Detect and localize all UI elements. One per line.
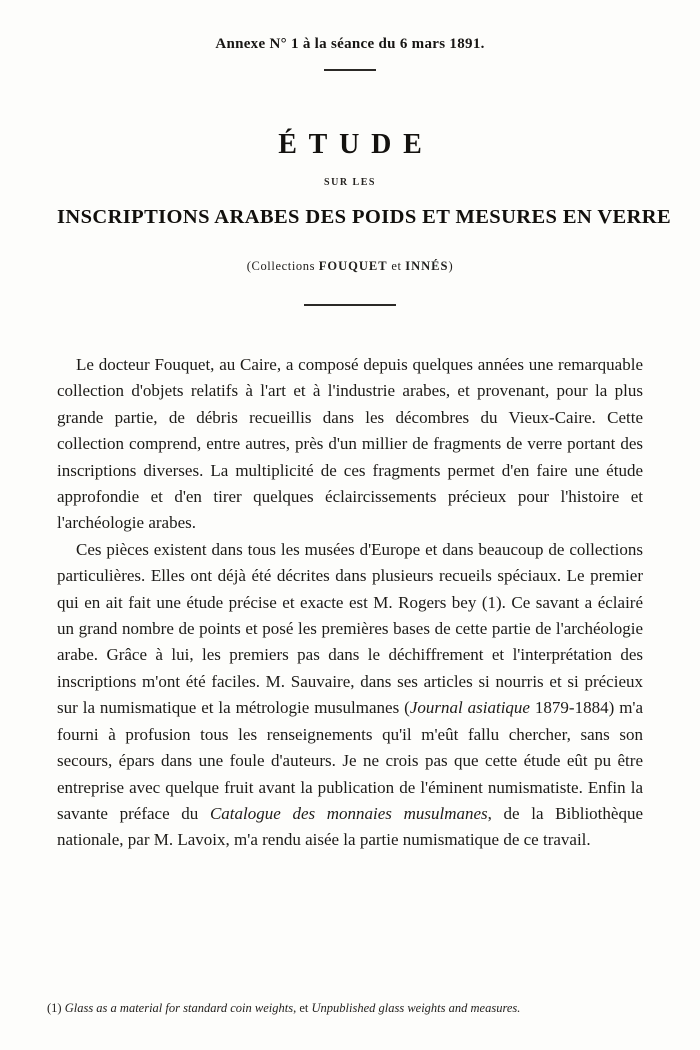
footnote-title-2: Unpublished glass weights and measures. xyxy=(311,1001,521,1015)
collections-prefix: (Collections xyxy=(246,259,319,273)
document-body xyxy=(57,352,643,854)
collections-suffix: ) xyxy=(448,259,454,273)
journal-asiatique-reference: Journal asiatique xyxy=(409,698,530,718)
collections-connector: et xyxy=(387,259,406,273)
subtitle-sur-les: SUR LES xyxy=(324,177,376,188)
footnote-marker: (1) xyxy=(47,1001,65,1015)
footnote xyxy=(47,1000,653,1016)
footnote-title-1: Glass as a material for standard coin weights xyxy=(64,1001,294,1015)
footnote-connector: , et xyxy=(293,1001,312,1015)
paragraph-2-text: , de la Bibliothèque nationale, par M. Lavoix, m'a rendu aisée la partie numismatique de ce travail. xyxy=(57,803,643,850)
paragraph-2-text: Ces pièces existent dans tous les musées d'Europe et dans beaucoup de collections particulières. Elles ont déjà été décrites dans plusieurs recueils spéciaux. Le premier qui en ait fait une étude précise et exacte est M. Rogers bey (1). Ce savant a éclairé un grand nombre de points et posé les premières bases de cette partie de l'archéologie arabe. Grâce à lui, les premiers pas dans le déchiffrement et l'interprétation des inscriptions m'ont été faciles. M. Sauvaire, dans ses articles si nourris et si précieux sur la numismatique et la métrologie musulmanes ( xyxy=(57,539,643,718)
paragraph-2 xyxy=(57,537,643,854)
catalogue-reference: Catalogue des monnaies musulmanes xyxy=(209,803,488,823)
collections-note xyxy=(57,259,643,274)
paragraph-1: Le docteur Fouquet, au Caire, a composé depuis quelques années une remarquable collection d'objets relatifs à l'art et à l'industrie arabes, et provenant, pour la plus grande partie, de débris recueillis dans les décombres du Vieux-Caire. Cette collection comprend, entre autres, près d'un millier de fragments de verre portant des inscriptions diverses. La multiplicité de ces fragments permet d'en faire une étude approfondie et d'en tirer quelques éclaircissements précieux pour l'histoire et l'archéologie arabes. xyxy=(57,355,643,533)
top-divider xyxy=(324,69,376,71)
collection-name-innes: INNÉS xyxy=(405,259,449,273)
title-etude: ÉTUDE xyxy=(278,129,434,160)
annexe-heading: Annexe N° 1 à la séance du 6 mars 1891. xyxy=(215,36,485,52)
main-title: INSCRIPTIONS ARABES DES POIDS ET MESURES EN VERRE xyxy=(57,206,672,228)
collection-name-fouquet: FOUQUET xyxy=(318,259,388,273)
middle-divider xyxy=(304,304,396,306)
paragraph-2-text: 1879-1884) m'a fourni à profusion tous les renseignements qu'il m'eût fallu chercher, sans son secours, épars dans une foule d'auteurs. Je ne crois pas que cette étude eût pu être entreprise avec quelque fruit avant la publication de l'éminent numismatiste. Enfin la savante préface du xyxy=(57,698,644,823)
